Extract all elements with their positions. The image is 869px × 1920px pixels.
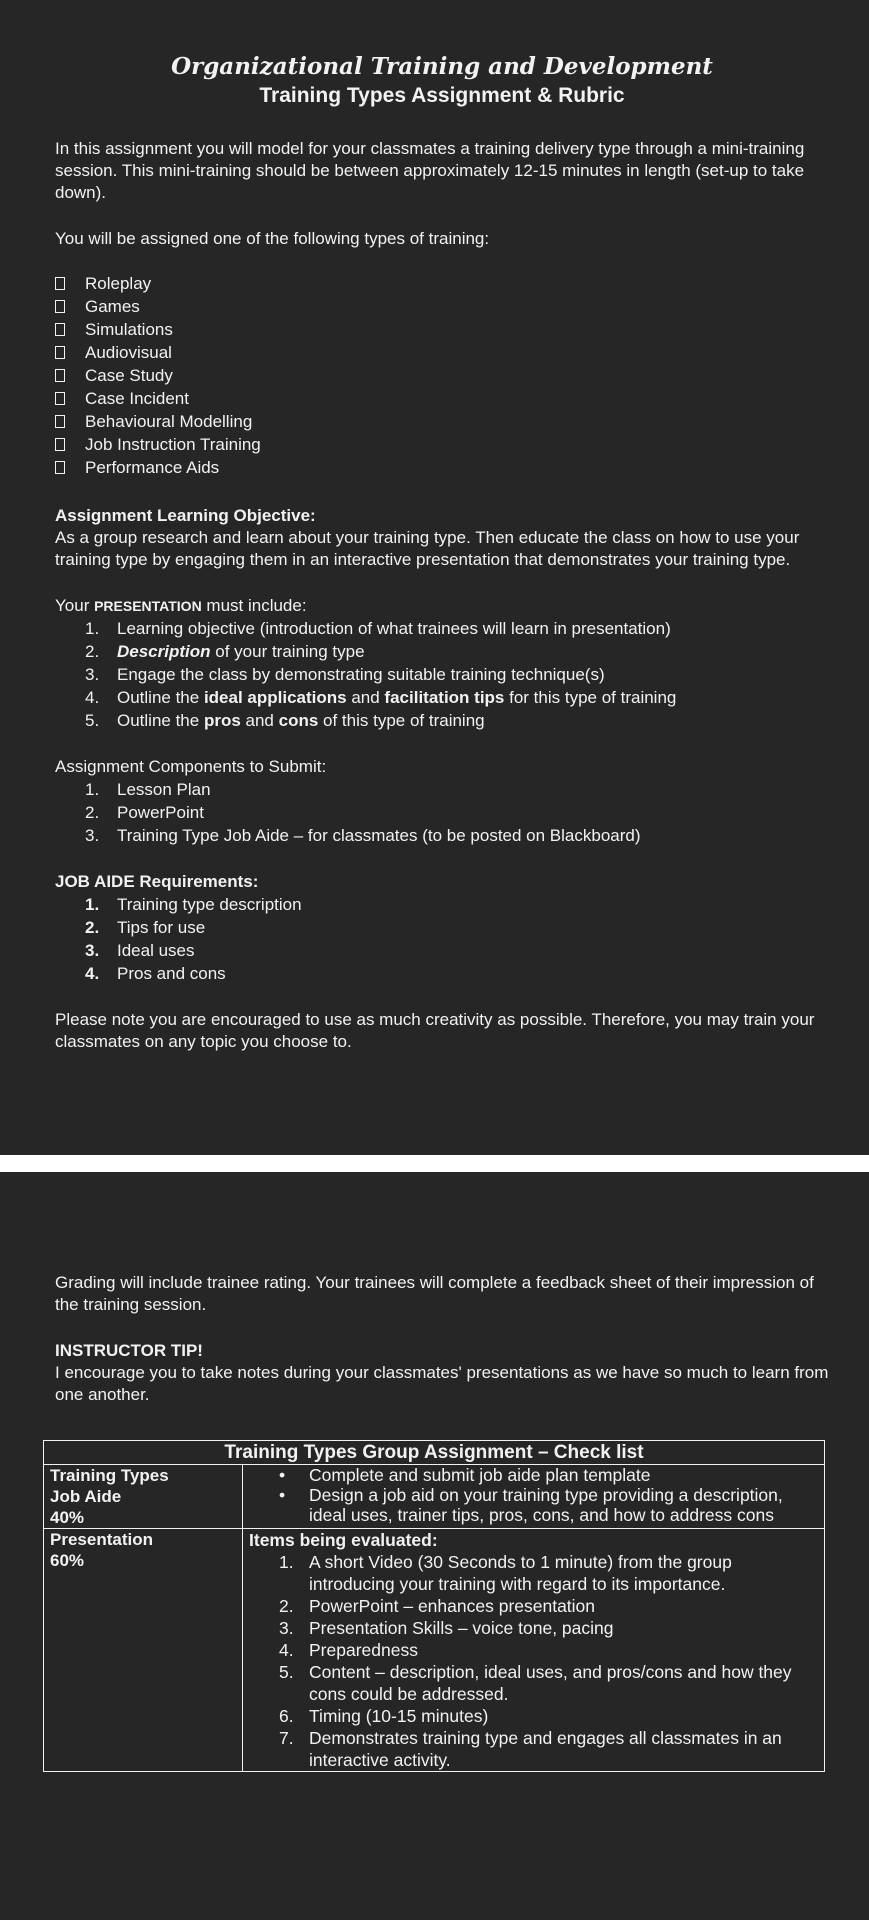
components-list	[55, 778, 829, 847]
list-item: 3. Engage the class by demonstrating suitable training technique(s)	[85, 665, 605, 684]
components-heading: Assignment Components to Submit:	[55, 757, 327, 776]
list-item: 5. Content – description, ideal uses, and pros/cons and how they cons could be addressed.	[279, 1662, 792, 1704]
list-item: 4. Preparedness	[279, 1640, 418, 1660]
checkbox-icon	[55, 300, 65, 313]
evaluation-heading: Items being evaluated:	[249, 1530, 438, 1550]
job-aide-heading: JOB AIDE Requirements:	[55, 872, 259, 891]
creativity-note: Please note you are encouraged to use as much creativity as possible. Therefore, you may train your classmates on any topic you choose to.	[55, 1010, 815, 1051]
list-item: Audiovisual	[55, 341, 829, 364]
table-title: Training Types Group Assignment – Check list	[44, 1441, 825, 1465]
grading-note: Grading will include trainee rating. Your trainees will complete a feedback sheet of their impression of the training session.	[55, 1273, 814, 1314]
assigned-intro: You will be assigned one of the following types of training:	[55, 229, 490, 248]
instructor-tip-heading: INSTRUCTOR TIP!	[55, 1341, 203, 1360]
list-item: • Design a job aid on your training type providing a description, ideal uses, trainer tips, pros, cons, and how to address cons	[279, 1485, 783, 1525]
list-item: 3. Ideal uses	[85, 941, 195, 960]
criteria-cell	[243, 1465, 825, 1529]
objective-heading: Assignment Learning Objective:	[55, 506, 316, 525]
intro-paragraph: In this assignment you will model for your classmates a training delivery type through a mini-training session. This mini-training should be between approximately 12-15 minutes in length (set-up to take down).	[55, 139, 805, 202]
table-row	[44, 1465, 825, 1529]
list-item: 3. Training Type Job Aide – for classmates (to be posted on Blackboard)	[85, 826, 641, 845]
list-item: 7. Demonstrates training type and engages all classmates in an interactive activity.	[279, 1728, 782, 1770]
checkbox-icon	[55, 392, 65, 405]
list-item: Case Incident	[55, 387, 829, 410]
list-item: 1. Learning objective (introduction of what trainees will learn in presentation)	[85, 619, 671, 638]
list-item: Games	[55, 295, 829, 318]
list-item: Case Study	[55, 364, 829, 387]
assignment-title: Training Types Assignment & Rubric	[259, 84, 625, 107]
checkbox-icon	[55, 461, 65, 474]
document-page-2	[0, 1172, 869, 1920]
training-types-list	[55, 272, 829, 479]
checkbox-icon	[55, 369, 65, 382]
list-item: Job Instruction Training	[55, 433, 829, 456]
table-row	[44, 1529, 825, 1772]
checkbox-icon	[55, 346, 65, 359]
objective-text: As a group research and learn about your training type. Then educate the class on how to use your training type by engaging them in an interactive presentation that demonstrates your training type.	[55, 528, 800, 569]
list-item: 4. Outline the ideal applications and facilitation tips for this type of training	[85, 688, 677, 707]
category-cell: Presentation 60%	[44, 1529, 243, 1772]
list-item: 2. PowerPoint	[85, 803, 204, 822]
checkbox-icon	[55, 438, 65, 451]
list-item: 1. Lesson Plan	[85, 780, 211, 799]
instructor-tip-text: I encourage you to take notes during your classmates' presentations as we have so much to learn from one another.	[55, 1363, 829, 1404]
category-cell: Training Types Job Aide 40%	[44, 1465, 243, 1529]
checkbox-icon	[55, 323, 65, 336]
list-item: 1. Training type description	[85, 895, 302, 914]
course-title: Organizational Training and Development	[171, 53, 713, 80]
presentation-requirements	[55, 617, 829, 732]
list-item: Simulations	[55, 318, 829, 341]
list-item: Roleplay	[55, 272, 829, 295]
list-item: 5. Outline the pros and cons of this type of training	[85, 711, 485, 730]
list-item: 6. Timing (10-15 minutes)	[279, 1706, 489, 1726]
list-item: 3. Presentation Skills – voice tone, pacing	[279, 1618, 614, 1638]
list-item: 1. A short Video (30 Seconds to 1 minute) from the group introducing your training with regard to its importance.	[279, 1552, 732, 1594]
list-item: 4. Pros and cons	[85, 964, 226, 983]
job-aide-list	[55, 893, 829, 985]
criteria-cell	[243, 1529, 825, 1772]
list-item: 2. PowerPoint – enhances presentation	[279, 1596, 596, 1616]
bullet-icon: •	[279, 1465, 286, 1485]
checklist-table	[43, 1440, 825, 1772]
checkbox-icon	[55, 415, 65, 428]
checkbox-icon	[55, 277, 65, 290]
list-item: Behavioural Modelling	[55, 410, 829, 433]
list-item: • Complete and submit job aide plan template	[279, 1465, 651, 1485]
list-item: 2. Description of your training type	[85, 642, 365, 661]
bullet-icon: •	[279, 1485, 286, 1505]
list-item: Performance Aids	[55, 456, 829, 479]
list-item: 2. Tips for use	[85, 918, 206, 937]
presentation-intro: Your PRESENTATION must include:	[55, 596, 307, 615]
